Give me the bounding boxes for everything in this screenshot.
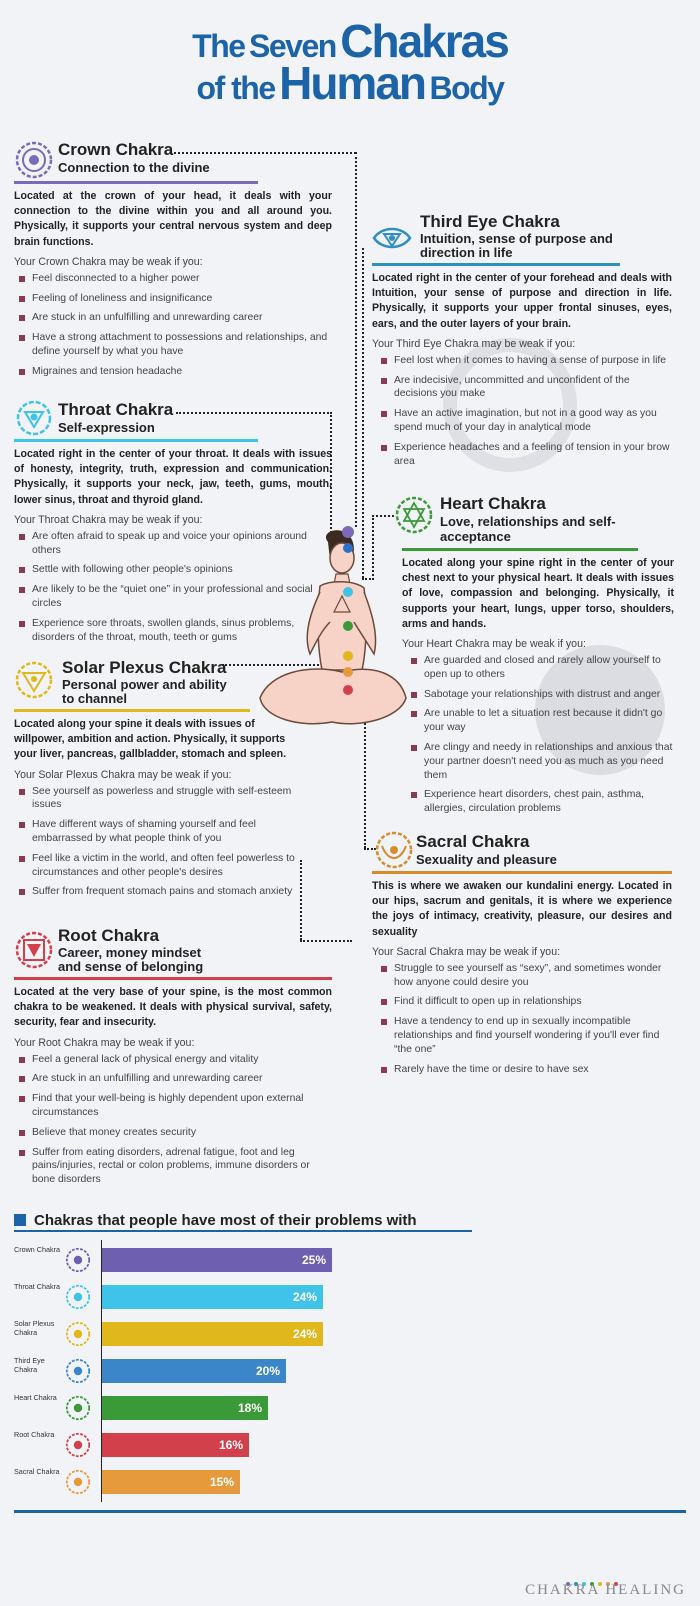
third-eye-chakra-title: Third Eye Chakra xyxy=(420,212,560,231)
list-item: Suffer from frequent stomach pains and stomach anxiety xyxy=(14,885,304,899)
throat-chakra-rule xyxy=(14,439,258,442)
bar-value-label: 24% xyxy=(292,1290,317,1304)
chart-title-rule xyxy=(14,1230,472,1232)
heart-chakra-weak-heading: Your Heart Chakra may be weak if you: xyxy=(402,638,586,651)
list-item: Find that your well-being is highly dependent upon external circumstances xyxy=(14,1092,332,1120)
chart-title xyxy=(14,1212,417,1229)
title-word: Seven xyxy=(249,28,336,64)
third-eye-chakra-icon xyxy=(64,1357,92,1385)
list-item: Find it difficult to open up in relationships xyxy=(376,995,672,1009)
solar-plexus-chakra-title: Solar Plexus Chakra xyxy=(62,658,227,677)
solar-plexus-chakra-rule xyxy=(14,709,250,712)
heart-chakra-description: Located along your spine right in the center of your chest next to your physical heart. It deals with issues of love, compassion and belonging. Physically, it supports your heart, lungs, upper torso, shoulders, arms and hands. xyxy=(402,557,674,630)
throat-chakra-title: Throat Chakra xyxy=(58,400,174,419)
title-word: The xyxy=(192,28,245,64)
list-item: Experience sore throats, swollen glands, sinus problems, disorders of the throat, mouth, teeth or gums xyxy=(14,617,332,645)
root-chakra-icon xyxy=(64,1431,92,1459)
list-item: Feeling of loneliness and insignificance xyxy=(14,292,332,306)
bar-value-label: 20% xyxy=(255,1364,280,1378)
bar-category-label: Crown Chakra xyxy=(14,1245,60,1254)
list-item: Feel disconnected to a higher power xyxy=(14,272,332,286)
footer-rule xyxy=(14,1510,686,1513)
heart-chakra-list xyxy=(406,654,674,816)
list-item: Feel like a victim in the world, and often feel powerless to circumstances and other people's desires xyxy=(14,852,304,880)
sacral-chakra-subtitle: Sexuality and pleasure xyxy=(416,852,557,867)
bar-category-label: Sacral Chakra xyxy=(14,1467,60,1476)
list-item: Are guarded and closed and rarely allow yourself to open up to others xyxy=(406,654,674,682)
throat-chakra-section xyxy=(14,400,332,650)
list-item: Are stuck in an unfulfilling and unrewarding career xyxy=(14,1072,332,1086)
connector-line xyxy=(372,515,394,517)
third-eye-chakra-description: Located right in the center of your forehead and deals with Intuition, your sense of purpose and direction in life. Physically, it supports your upper frontal sinuses, eyes, ears, and the outer layers of your brain. xyxy=(372,272,672,330)
crown-chakra-rule xyxy=(14,181,258,184)
bar-value-label: 25% xyxy=(301,1253,326,1267)
list-item: Feel lost when it comes to having a sense of purpose in life xyxy=(376,354,672,368)
heart-chakra-section xyxy=(402,494,674,822)
third-eye-chakra-subtitle: Intuition, sense of purpose and direction in life xyxy=(420,231,613,260)
brand-logo: CHAKRA HEALING xyxy=(525,1582,686,1598)
root-chakra-section xyxy=(14,926,332,1193)
bar-category-label: Solar Plexus Chakra xyxy=(14,1319,55,1337)
solar-plexus-chakra-list xyxy=(14,785,304,900)
list-item: Are often afraid to speak up and voice your opinions around others xyxy=(14,530,332,558)
list-item: Struggle to see yourself as “sexy”, and sometimes wonder how anyone could desire you xyxy=(376,962,672,990)
bar-category-label: Heart Chakra xyxy=(14,1393,57,1402)
bar-value-label: 15% xyxy=(209,1475,234,1489)
bar xyxy=(102,1396,268,1420)
third-eye-chakra-section xyxy=(372,212,672,474)
list-item: Migraines and tension headache xyxy=(14,365,332,379)
list-item: Settle with following other people's opinions xyxy=(14,563,332,577)
list-item: Are clingy and needy in relationships and anxious that your partner doesn't need you as much as you need them xyxy=(406,741,674,782)
third-eye-chakra-rule xyxy=(372,263,620,266)
bar-row xyxy=(14,1468,354,1496)
throat-chakra-subtitle: Self-expression xyxy=(58,420,155,435)
throat-chakra-weak-heading: Your Throat Chakra may be weak if you: xyxy=(14,513,203,526)
list-item: Are stuck in an unfulfilling and unrewarding career xyxy=(14,311,332,325)
bar-row xyxy=(14,1320,354,1348)
root-chakra-weak-heading: Your Root Chakra may be weak if you: xyxy=(14,1036,195,1049)
root-chakra-list xyxy=(14,1053,332,1187)
root-chakra-rule xyxy=(14,977,332,980)
crown-chakra-description: Located at the crown of your head, it deals with your connection to the divine within you and all around you. Physically, it supports your central nervous system and deep brain functions. xyxy=(14,190,332,248)
throat-chakra-icon xyxy=(64,1283,92,1311)
heart-chakra-icon xyxy=(64,1394,92,1422)
bar xyxy=(102,1285,323,1309)
sacral-chakra-weak-heading: Your Sacral Chakra may be weak if you: xyxy=(372,945,561,958)
crown-chakra-title: Crown Chakra xyxy=(58,140,174,159)
solar-plexus-chakra-icon xyxy=(64,1320,92,1348)
solar-plexus-chakra-weak-heading: Your Solar Plexus Chakra may be weak if you: xyxy=(14,768,232,781)
heart-chakra-title: Heart Chakra xyxy=(440,494,546,513)
bar-category-label: Throat Chakra xyxy=(14,1282,60,1291)
title-word: of the xyxy=(196,70,275,106)
heart-chakra-subtitle: Love, relationships and self-acceptance xyxy=(440,514,616,544)
solar-plexus-chakra-subtitle: Personal power and ability to channel xyxy=(62,677,227,706)
crown-chakra-section xyxy=(14,140,332,385)
list-item: Have different ways of shaming yourself and feel embarrassed by what people think of you xyxy=(14,818,304,846)
sacral-chakra-description: This is where we awaken our kundalini energy. Located in our hips, sacrum and genitals, it is where we experience the joys of intimacy, creativity, pleasure, our desires and sexuality xyxy=(372,880,672,938)
crown-chakra-list xyxy=(14,272,332,379)
bar-category-label: Third Eye Chakra xyxy=(14,1356,45,1374)
chart-title-text: Chakras that people have most of their problems with xyxy=(34,1212,417,1229)
bar xyxy=(102,1433,249,1457)
list-item: Suffer from eating disorders, adrenal fatigue, foot and leg pains/injuries, rectal or colon problems, immune disorders or bone disorders xyxy=(14,1146,332,1187)
bar-category-label: Root Chakra xyxy=(14,1430,55,1439)
list-item: Sabotage your relationships with distrust and anger xyxy=(406,688,674,702)
bar-row xyxy=(14,1357,354,1385)
third-eye-chakra-list xyxy=(376,354,672,469)
bar-row xyxy=(14,1283,354,1311)
page-title xyxy=(0,15,700,109)
list-item: Experience heart disorders, chest pain, asthma, allergies, circulation problems xyxy=(406,788,674,816)
bar xyxy=(102,1470,240,1494)
title-word: Human xyxy=(279,57,425,109)
sacral-chakra-list xyxy=(376,962,672,1077)
list-item: Rarely have the time or desire to have sex xyxy=(376,1063,672,1077)
sacral-chakra-icon xyxy=(64,1468,92,1496)
bar-row xyxy=(14,1246,354,1274)
list-item: Feel a general lack of physical energy and vitality xyxy=(14,1053,332,1067)
root-chakra-title: Root Chakra xyxy=(58,926,160,945)
bar xyxy=(102,1322,323,1346)
solar-plexus-chakra-section xyxy=(14,658,304,905)
throat-chakra-description: Located right in the center of your throat. It deals with issues of honesty, integrity, truth, expression and communication. Physically, it supports your neck, jaw, teeth, gums, mouth, lower sinus, throat and thyroid gland. xyxy=(14,448,332,506)
crown-chakra-icon xyxy=(64,1246,92,1274)
sacral-chakra-section xyxy=(372,832,672,1082)
bar-row xyxy=(14,1431,354,1459)
bar-row xyxy=(14,1394,354,1422)
root-chakra-description: Located at the very base of your spine, is the most common chakra to be weakened. It deals with physical survival, safety, security, fear and insecurity. xyxy=(14,986,332,1029)
bar-value-label: 18% xyxy=(237,1401,262,1415)
bar xyxy=(102,1248,332,1272)
list-item: Experience headaches and a feeling of tension in your brow area xyxy=(376,441,672,469)
title-word: Body xyxy=(429,70,504,106)
list-item: Have a tendency to end up in sexually incompatible relationships and find yourself wondering if you'll ever find “the one” xyxy=(376,1015,672,1056)
sacral-chakra-title: Sacral Chakra xyxy=(416,832,530,851)
list-item: Are unable to let a situation rest because it didn't go your way xyxy=(406,707,674,735)
third-eye-chakra-weak-heading: Your Third Eye Chakra may be weak if you: xyxy=(372,337,576,350)
heart-chakra-rule xyxy=(402,548,638,551)
connector-line xyxy=(355,152,357,527)
list-item: Believe that money creates security xyxy=(14,1126,332,1140)
list-item: Have an active imagination, but not in a good way as you spend much of your day in analytical mode xyxy=(376,407,672,435)
crown-chakra-subtitle: Connection to the divine xyxy=(58,160,210,175)
list-item: Are indecisive, uncommitted and unconfident of the decisions you make xyxy=(376,374,672,402)
solar-plexus-chakra-description: Located along your spine it deals with issues of willpower, ambition and action. Physically, it supports your liver, pancreas, gallbladder, stomach and spleen. xyxy=(14,718,287,761)
bar xyxy=(102,1359,286,1383)
sacral-chakra-rule xyxy=(372,871,672,874)
list-item: Are likely to be the “quiet one” in your professional and social circles xyxy=(14,583,332,611)
bar-value-label: 16% xyxy=(218,1438,243,1452)
bar-value-label: 24% xyxy=(292,1327,317,1341)
list-item: See yourself as powerless and struggle with self-esteem issues xyxy=(14,785,304,813)
crown-chakra-weak-heading: Your Crown Chakra may be weak if you: xyxy=(14,255,203,268)
chart-title-marker xyxy=(14,1214,26,1226)
list-item: Have a strong attachment to possessions and relationships, and define yourself by what you have xyxy=(14,331,332,359)
root-chakra-subtitle: Career, money mindset and sense of belonging xyxy=(58,945,204,974)
throat-chakra-list xyxy=(14,530,332,645)
title-word: Chakras xyxy=(340,15,508,67)
